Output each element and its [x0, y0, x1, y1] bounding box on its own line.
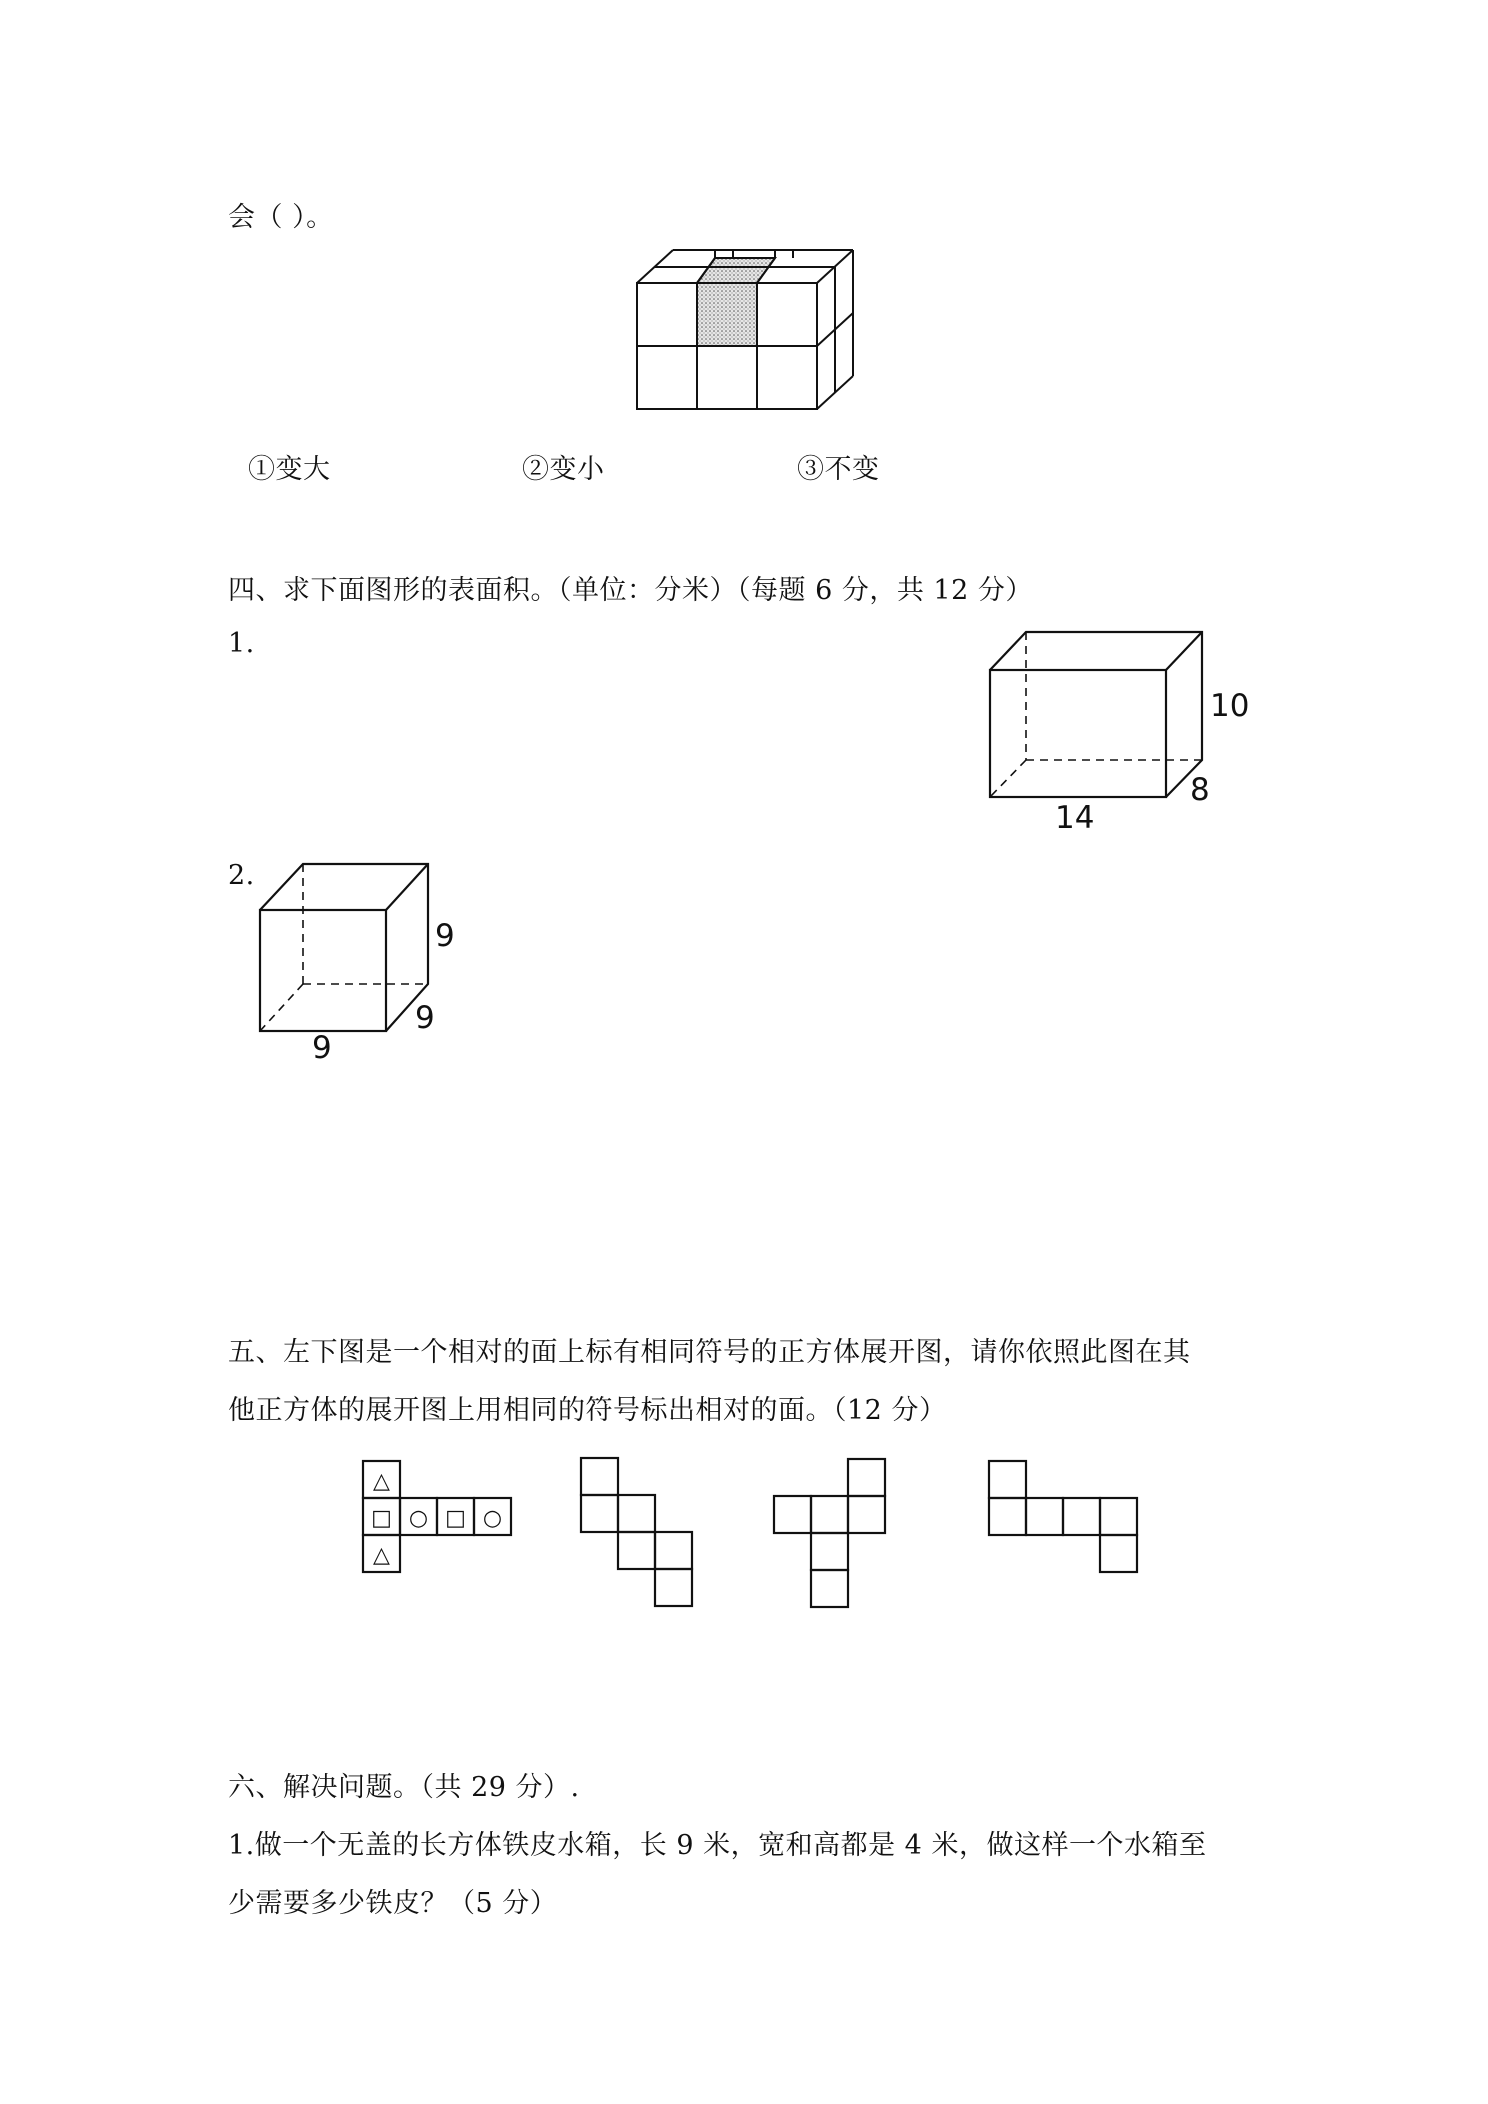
net-face-symbol: □ [371, 1506, 392, 1531]
cube-figure [258, 862, 438, 1034]
cuboid-length-label: 14 [1055, 800, 1095, 836]
cube-width-label: 9 [415, 1000, 435, 1036]
cube-height-label: 9 [435, 918, 455, 954]
net-face-symbol: □ [445, 1506, 466, 1531]
item2-number: 2. [228, 860, 255, 891]
q3-tail-line: 会（ ）。 [228, 202, 334, 233]
section6-q1-line1: 1.做一个无盖的长方体铁皮水箱，长 9 米，宽和高都是 4 米，做这样一个水箱至 [228, 1830, 1207, 1861]
section6-q1-line2: 少需要多少铁皮？（5 分） [228, 1888, 558, 1919]
section5-line1: 五、左下图是一个相对的面上标有相同符号的正方体展开图，请你依照此图在其 [228, 1337, 1191, 1368]
option-1: ①变大 [248, 454, 331, 485]
cuboid-figure [988, 630, 1208, 802]
cube-net-blank-2 [773, 1458, 889, 1611]
item1-number: 1. [228, 628, 255, 659]
option-2: ②变小 [522, 454, 605, 485]
cube-length-label: 9 [312, 1030, 332, 1066]
net-face-symbol: ○ [482, 1506, 503, 1531]
cube-net-blank-3 [988, 1460, 1140, 1576]
cube-net-example [362, 1460, 512, 1574]
cube-net-blank-1 [580, 1457, 696, 1610]
cuboid-height-label: 10 [1210, 688, 1250, 724]
net-face-symbol: △ [373, 1469, 390, 1494]
stacked-cubes-figure [625, 250, 865, 425]
net-face-symbol: △ [373, 1543, 390, 1568]
net-face-symbol: ○ [408, 1506, 429, 1531]
section4-title: 四、求下面图形的表面积。（单位：分米）（每题 6 分，共 12 分） [228, 575, 1033, 606]
section6-title: 六、解决问题。（共 29 分）. [228, 1772, 580, 1803]
section5-line2: 他正方体的展开图上用相同的符号标出相对的面。（12 分） [228, 1395, 947, 1426]
option-3: ③不变 [797, 454, 880, 485]
cuboid-width-label: 8 [1190, 772, 1210, 808]
